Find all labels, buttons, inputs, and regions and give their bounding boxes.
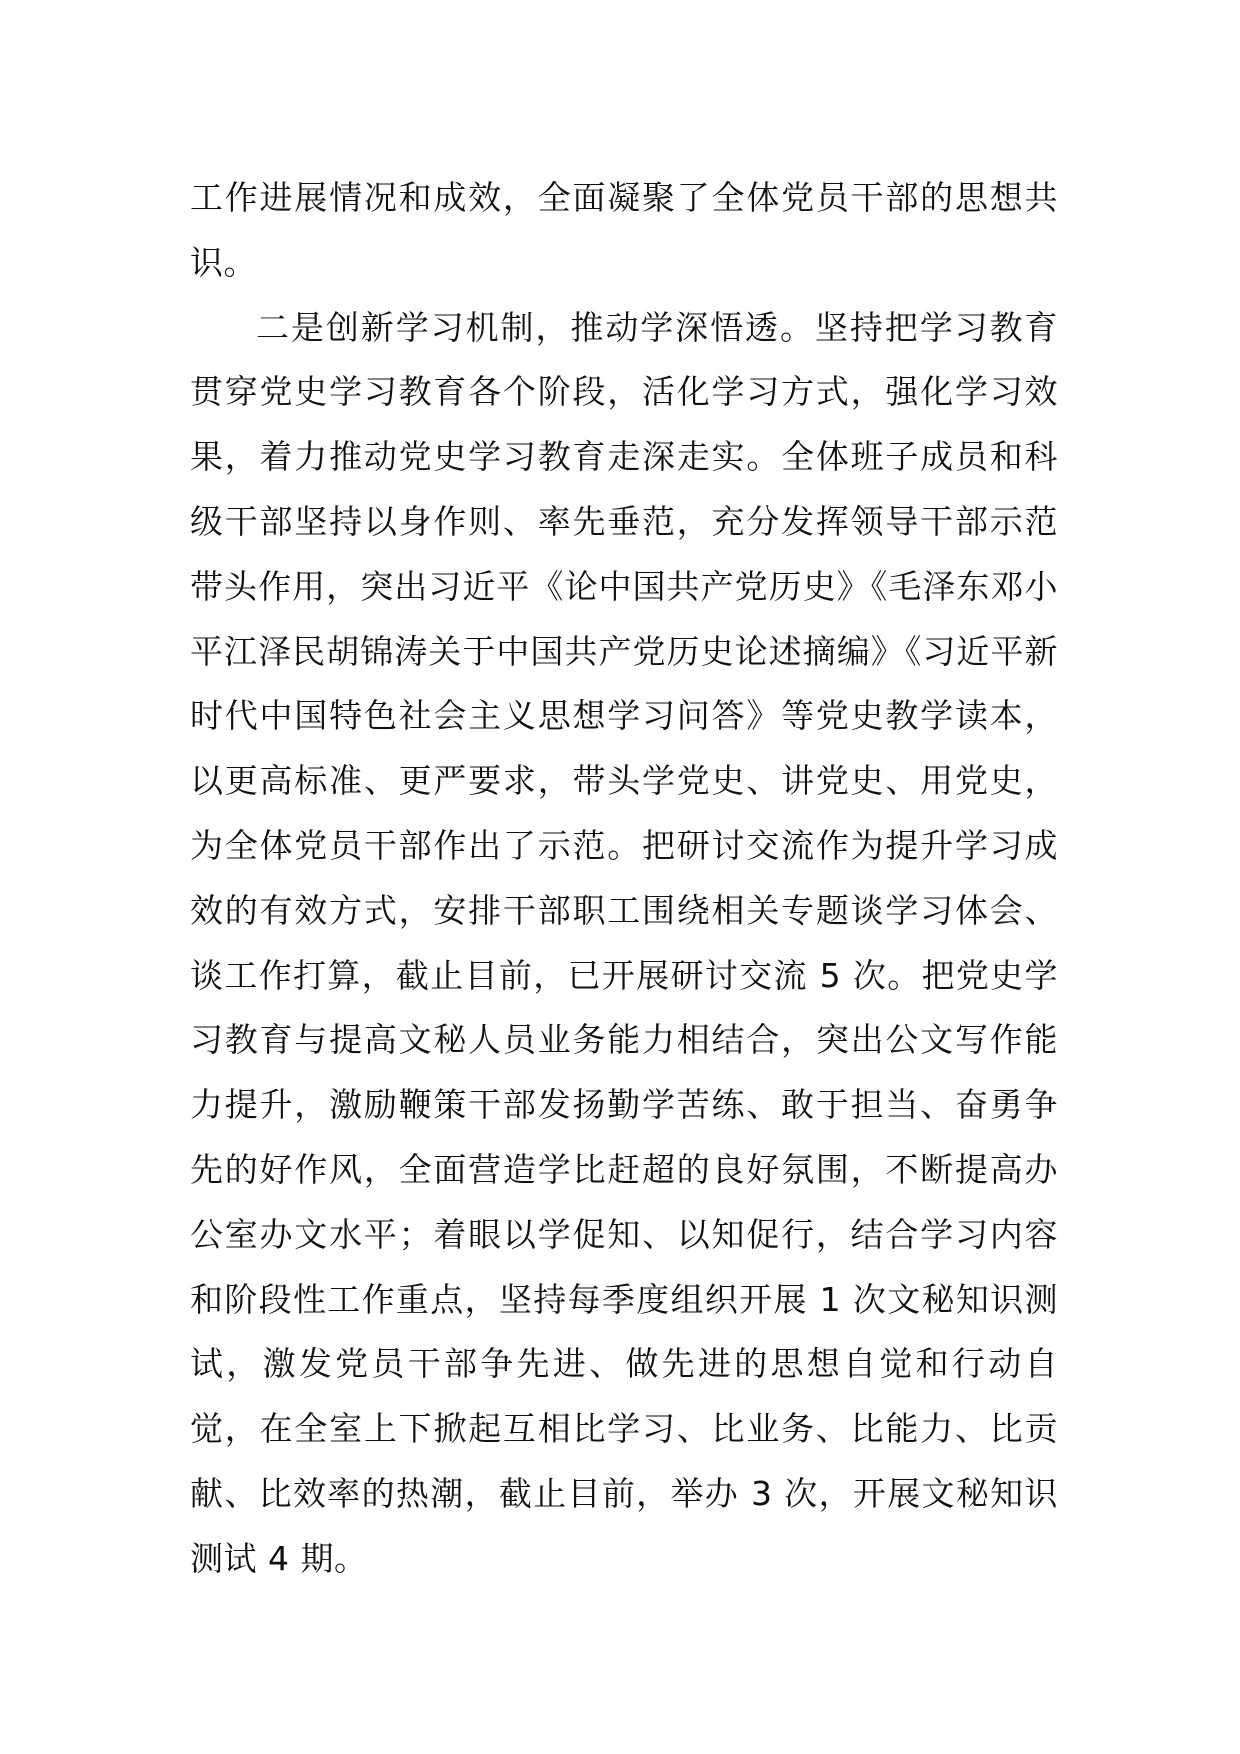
- paragraph-continuation: 工作进展情况和成效，全面凝聚了全体党员干部的思想共识。: [190, 178, 1058, 282]
- document-body: [190, 166, 1058, 1592]
- paragraph-learning-mechanism: 二是创新学习机制，推动学深悟透。坚持把学习教育贯穿党史学习教育各个阶段，活化学习方式，强化学习效果，着力推动党史学习教育走深走实。全体班子成员和科级干部坚持以身作则、率先垂范，充分发挥领导干部示范带头作用，突出习近平《论中国共产党历史》《毛泽东邓小平江泽民胡锦涛关于中国共产党历史论述摘编》《习近平新时代中国特色社会主义思想学习问答》等党史教学读本，以更高标准、更严要求，带头学党史、讲党史、用党史，为全体党员干部作出了示范。把研讨交流作为提升学习成效的有效方式，安排干部职工围绕相关专题谈学习体会、谈工作打算，截止目前，已开展研讨交流 5 次。把党史学习教育与提高文秘人员业务能力相结合，突出公文写作能力提升，激励鞭策干部发扬勤学苦练、敢于担当、奋勇争先的好作风，全面营造学比赶超的良好氛围，不断提高办公室办文水平；着眼以学促知、以知促行，结合学习内容和阶段性工作重点，坚持每季度组织开展 1 次文秘知识测试，激发党员干部争先进、做先进的思想自觉和行动自觉，在全室上下掀起互相比学习、比业务、比能力、比贡献、比效率的热潮，截止目前，举办 3 次，开展文秘知识测试 4 期。: [190, 307, 1058, 1578]
